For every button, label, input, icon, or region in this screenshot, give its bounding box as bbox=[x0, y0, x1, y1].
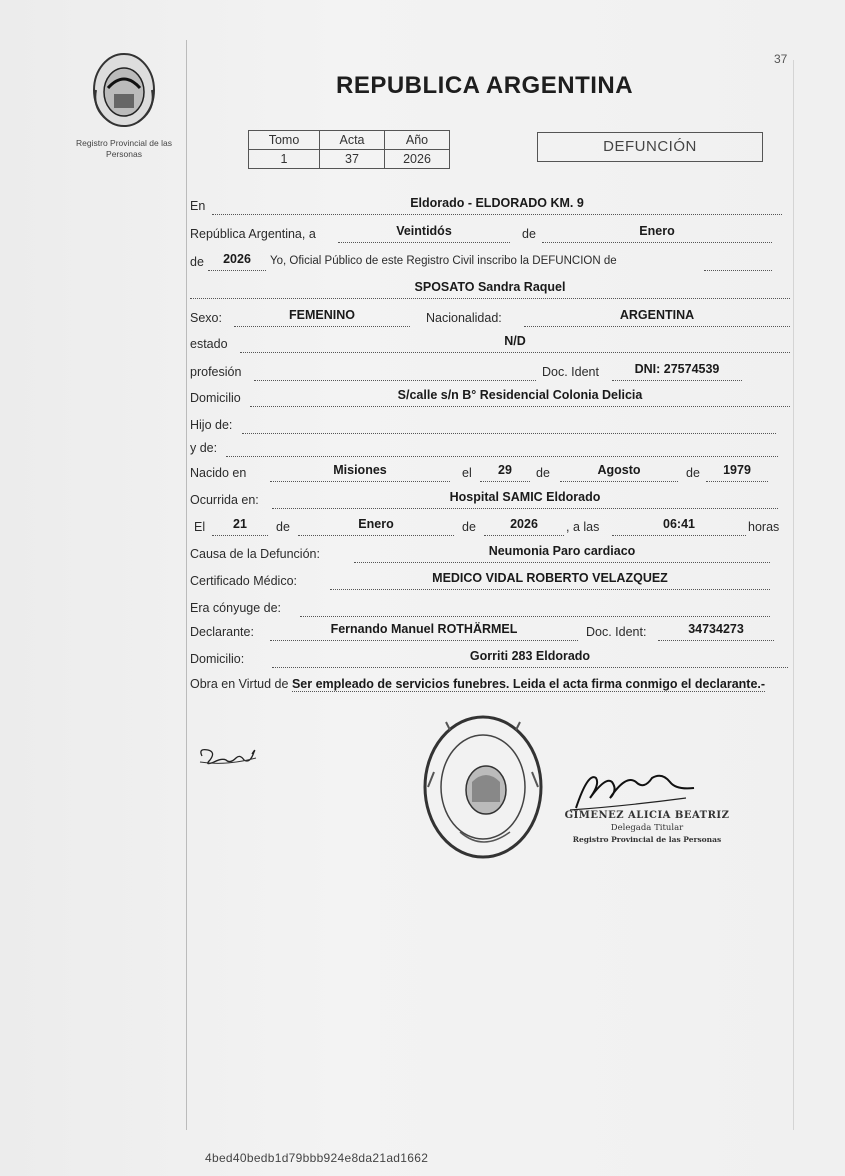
label-de: de bbox=[190, 255, 204, 269]
dni-value: DNI: 27574539 bbox=[634, 362, 720, 376]
row-fecha bbox=[190, 224, 790, 247]
label-de: de bbox=[536, 466, 550, 480]
dia-value: Veintidós bbox=[396, 224, 452, 238]
declarante-domicilio-value: Gorriti 283 Eldorado bbox=[469, 649, 591, 663]
right-margin-line bbox=[793, 60, 794, 1130]
nombre-value: SPOSATO Sandra Raquel bbox=[414, 280, 566, 294]
def-hora-value: 06:41 bbox=[663, 517, 695, 531]
label-yo-oficial: Yo, Oficial Público de este Registro Civil inscribo la DEFUNCION de bbox=[270, 255, 617, 267]
label-el: el bbox=[462, 466, 472, 480]
label-de: de bbox=[522, 227, 536, 241]
label-ocurrida-en: Ocurrida en: bbox=[190, 493, 259, 507]
row-y-de bbox=[190, 441, 790, 461]
row-domicilio bbox=[190, 388, 790, 411]
row-hijo-de bbox=[190, 418, 790, 438]
official-office: Registro Provincial de las Personas bbox=[572, 835, 722, 844]
official-signature-icon bbox=[566, 768, 706, 814]
row-lugar bbox=[190, 196, 790, 219]
row-fecha-defuncion bbox=[190, 517, 790, 540]
domicilio-value: S/calle s/n B° Residencial Colonia Delicia bbox=[397, 388, 643, 402]
ocurrida-en-value: Hospital SAMIC Eldorado bbox=[449, 490, 601, 504]
obra-paragraph bbox=[190, 675, 790, 694]
field-line bbox=[300, 602, 770, 617]
row-causa bbox=[190, 544, 790, 567]
label-nacionalidad: Nacionalidad: bbox=[426, 311, 502, 325]
def-mes-value: Enero bbox=[358, 517, 394, 531]
province-coat-of-arms-icon bbox=[90, 50, 158, 130]
row-conyuge bbox=[190, 601, 790, 621]
official-role: Delegada Titular bbox=[610, 823, 684, 833]
nac-dia-value: 29 bbox=[498, 463, 512, 477]
label-hijo-de: Hijo de: bbox=[190, 418, 233, 432]
row-declarante bbox=[190, 622, 790, 645]
causa-value: Neumonia Paro cardiaco bbox=[488, 544, 636, 558]
nacionalidad-value: ARGENTINA bbox=[619, 308, 695, 322]
registry-table bbox=[248, 130, 450, 169]
field-line bbox=[254, 366, 536, 381]
declarant-signature-icon bbox=[196, 740, 260, 770]
row-nombre bbox=[190, 280, 790, 303]
label-causa: Causa de la Defunción: bbox=[190, 547, 320, 561]
nac-anio-value: 1979 bbox=[723, 463, 751, 477]
field-line bbox=[226, 442, 778, 457]
official-stamp-text bbox=[562, 810, 732, 844]
label-profesion: profesión bbox=[190, 365, 242, 379]
field-line bbox=[704, 256, 772, 271]
certificado-value: MEDICO VIDAL ROBERTO VELAZQUEZ bbox=[432, 571, 668, 585]
obra-value: Ser empleado de servicios funebres. Leida el acta firma conmigo el declarante.- bbox=[291, 677, 766, 691]
anio-value: 2026 bbox=[223, 252, 251, 266]
sexo-value: FEMENINO bbox=[289, 308, 355, 322]
label-de: de bbox=[276, 520, 290, 534]
estado-value: N/D bbox=[504, 334, 526, 348]
mes-value: Enero bbox=[639, 224, 675, 238]
page-number: 37 bbox=[774, 52, 788, 66]
label-a-las: , a las bbox=[566, 520, 600, 534]
official-name: GIMENEZ ALICIA BEATRIZ bbox=[564, 810, 730, 821]
row-certificado bbox=[190, 571, 790, 594]
label-obra: Obra en Virtud de bbox=[190, 677, 289, 691]
ano-value: 2026 bbox=[385, 150, 450, 169]
nac-mes-value: Agosto bbox=[597, 463, 641, 477]
tomo-label: Tomo bbox=[249, 131, 320, 150]
row-ocurrida bbox=[190, 490, 790, 513]
record-type-box: DEFUNCIÓN bbox=[537, 132, 763, 162]
label-sexo: Sexo: bbox=[190, 311, 222, 325]
label-conyuge: Era cónyuge de: bbox=[190, 601, 282, 615]
row-sexo bbox=[190, 308, 790, 331]
acta-label: Acta bbox=[320, 131, 385, 150]
label-estado: estado bbox=[190, 337, 228, 351]
agency-name: Registro Provincial de las Personas bbox=[76, 138, 172, 159]
def-anio-value: 2026 bbox=[510, 517, 538, 531]
label-domicilio-2: Domicilio: bbox=[190, 652, 245, 666]
row-nacido bbox=[190, 463, 790, 486]
label-doc-ident-2: Doc. Ident: bbox=[586, 625, 647, 639]
lugar-value: Eldorado - ELDORADO KM. 9 bbox=[410, 196, 584, 210]
label-de: de bbox=[686, 466, 700, 480]
label-doc-ident: Doc. Ident bbox=[542, 365, 599, 379]
label-en: En bbox=[190, 199, 206, 213]
acta-value: 37 bbox=[320, 150, 385, 169]
tomo-value: 1 bbox=[249, 150, 320, 169]
declarante-doc-value: 34734273 bbox=[688, 622, 744, 636]
row-domicilio-declarante bbox=[190, 649, 790, 672]
label-nacido-en: Nacido en bbox=[190, 466, 247, 480]
row-anio bbox=[190, 252, 790, 275]
ano-label: Año bbox=[385, 131, 450, 150]
label-y-de: y de: bbox=[190, 441, 218, 455]
label-declarante: Declarante: bbox=[190, 625, 254, 639]
document-hash: 4bed40bedb1d79bbb924e8da21ad1662 bbox=[205, 1151, 429, 1165]
label-republica: República Argentina, a bbox=[190, 227, 316, 241]
def-dia-value: 21 bbox=[233, 517, 247, 531]
official-seal-icon bbox=[420, 712, 546, 862]
label-de: de bbox=[462, 520, 476, 534]
nacido-en-value: Misiones bbox=[333, 463, 387, 477]
margin-line bbox=[186, 40, 187, 1130]
label-certificado: Certificado Médico: bbox=[190, 574, 297, 588]
label-horas: horas bbox=[748, 520, 780, 534]
declarante-value: Fernando Manuel ROTHÄRMEL bbox=[330, 622, 518, 636]
row-profesion bbox=[190, 362, 790, 385]
row-estado bbox=[190, 334, 790, 357]
label-domicilio: Domicilio bbox=[190, 391, 241, 405]
field-line bbox=[242, 419, 776, 434]
label-el-cap: El bbox=[194, 520, 206, 534]
page-title: REPUBLICA ARGENTINA bbox=[336, 72, 634, 99]
